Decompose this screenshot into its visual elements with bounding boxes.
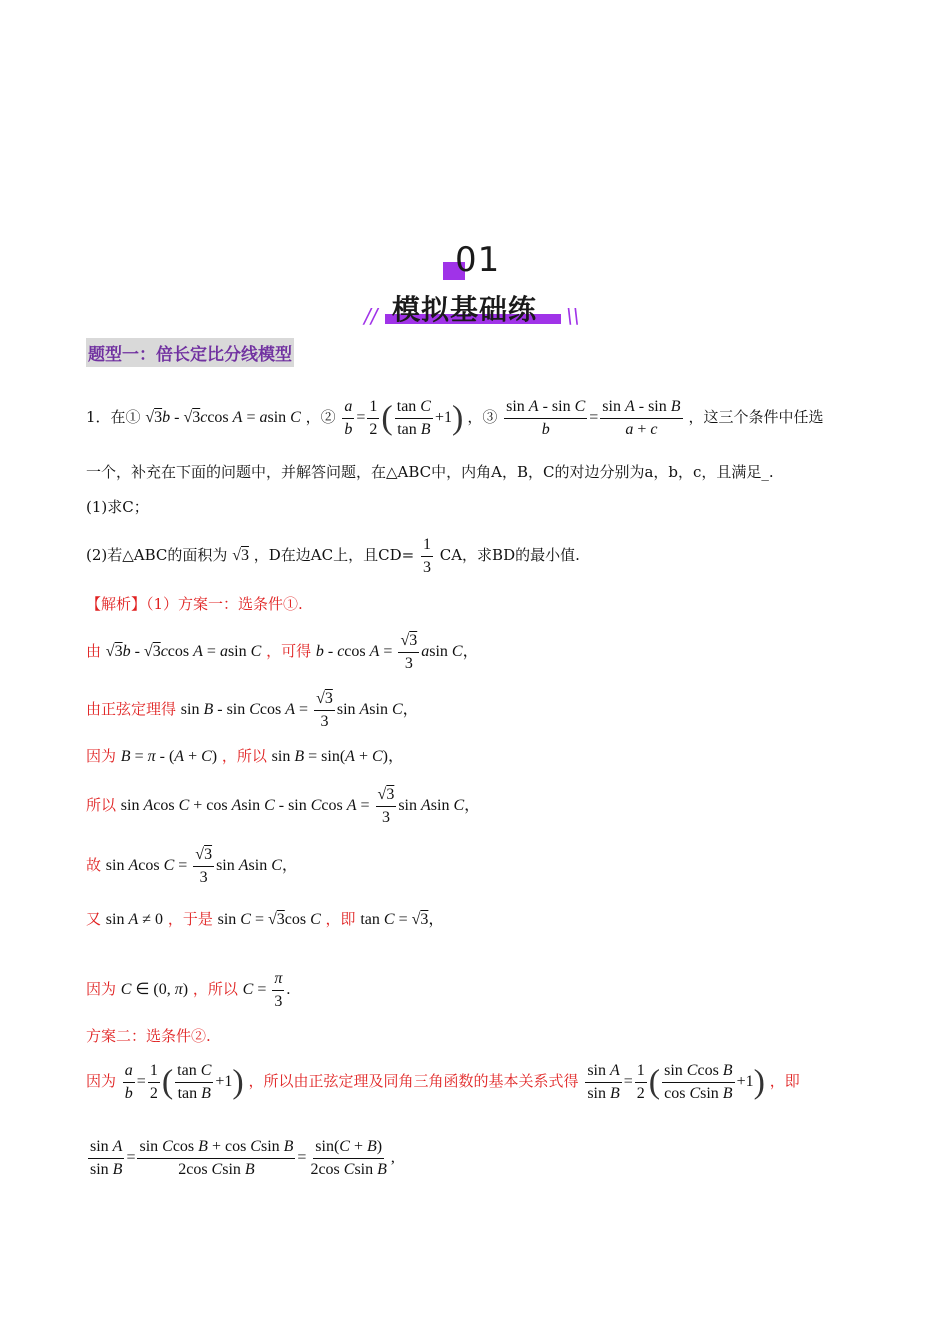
solution-plan-2: 方案二：选条件②. [86, 1027, 211, 1045]
condition-3-formula: $\frac{\text{sin A - sin C}}{b}$ = $\frac{\text{sin A - sin B}}{a + c}$ [506, 398, 681, 438]
chapter-number: 01 [455, 240, 501, 280]
problem-line-2: 一个，补充在下面的问题中，并解答问题，在△ABC中，内角A，B，C的对边分别为a，b，c，且满足_. [86, 463, 774, 481]
solution-step-9: $\frac{\text{sin A}}{\text{sin B}}$ = $\frac{\text{sin Ccos B + cos Csin B}}{\text{2cos Csin B}}$ = $\frac{\sin(C + B)}{\text{2cos Csin B}}$ , [90, 1138, 395, 1178]
solution-step-3: 因为 B = π - (A + C) ，所以 sin B = sin(A + C)， [86, 747, 404, 765]
condition-1-formula: √3b - √3ccos A = asin C [145, 408, 301, 426]
solution-header: 【解析】（1）方案一：选条件①. [86, 595, 303, 613]
area-value: √3 [232, 546, 249, 564]
solution-step-4: 所以 sin Acos C + cos Asin C - sin Ccos A = $\frac{√3}{3}$ sin Asin C， [86, 786, 481, 826]
solution-step-7: 因为 C ∈ (0, π) ，所以 C = $\frac{\pi}{3}$ . [86, 970, 291, 1010]
left-slash-decoration: // [364, 304, 378, 328]
solution-step-2: 由正弦定理得 sin B - sin Ccos A = $\frac{√3}{3}$ sin Asin C， [86, 690, 419, 730]
solution-step-8: 因为 $\frac{a}{b}$ = $\frac{1}{2}$ ( $\frac{\text{tan C}}{\text{tan B}}$ +1) ，所以由正弦定理及同角三角函数的基本关系式得 $\frac{\text{sin A}}{\text{sin B}}$ = $\frac{1}{2}$ ( $\frac{\text{sin Ccos B}}{\text{cos Csin B}}$ +1) ，即 [86, 1062, 800, 1102]
problem-line-1: 1．在① √3b - √3ccos A = asin C ，② $\frac{a}{b}$ = $\frac{1}{2}$ ( $\frac{\text{tan C}}{\text{tan B}}$ +1) ，③ $\frac{\text{sin A - sin C}}{b}$ = $\frac{\text{sin A - sin B}}{a + c}$ ，这三个条件中任选 [86, 398, 824, 438]
solution-step-5: 故 sin Acos C = $\frac{√3}{3}$ sin Asin C， [86, 846, 298, 886]
right-slash-decoration: \\ [566, 304, 580, 328]
solution-step-1: 由 √3b - √3ccos A = asin C ，可得 b - ccos A = $\frac{√3}{3}$ asin C， [86, 632, 479, 672]
cd-ratio: $\frac{1}{3}$ [422, 536, 431, 576]
section-title: 题型一：倍长定比分线模型 [86, 338, 294, 367]
chapter-title: 模拟基础练 [392, 293, 538, 326]
problem-part-1: (1)求C； [86, 498, 149, 516]
problem-part-2: (2)若△ABC的面积为 √3 ，D在边AC上，且CD= $\frac{1}{3}$ CA，求BD的最小值. [86, 536, 580, 576]
chapter-heading [0, 118, 950, 328]
solution-step-6: 又 sin A ≠ 0 ，于是 sin C = √3cos C ，即 tan C = √3， [86, 910, 445, 928]
condition-2-formula: $\frac{a}{b}$ = $\frac{1}{2}$ ( $\frac{\text{tan C}}{\text{tan B}}$ +1) [344, 398, 464, 438]
